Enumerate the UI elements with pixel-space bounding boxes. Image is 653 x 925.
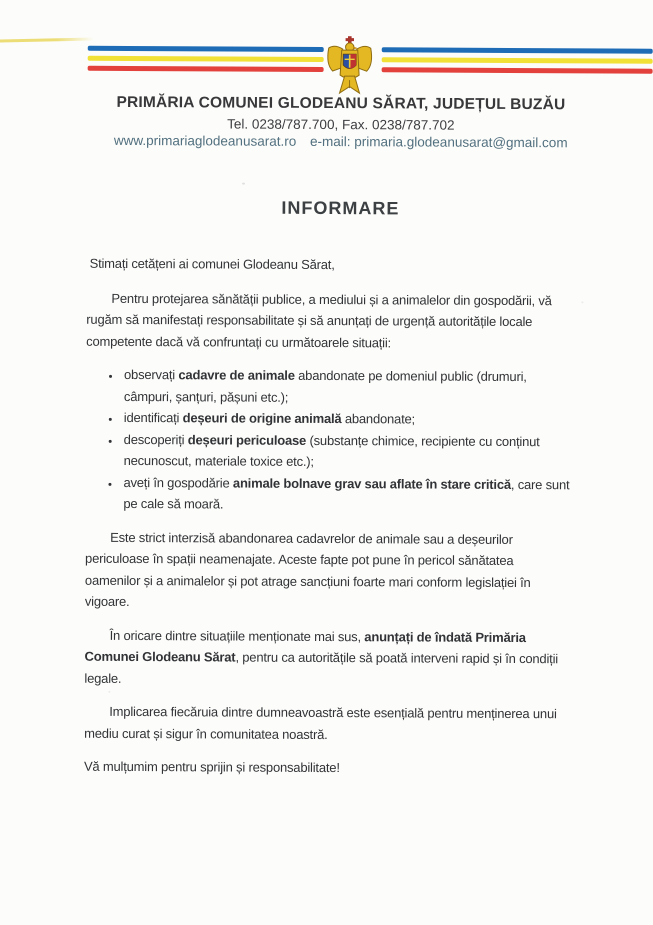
list-item: • observați cadavre de animale abandonate pe domeniul public (drumuri, câmpuri, șanțuri, pășuni etc.); <box>121 364 570 409</box>
romania-coat-of-arms-icon <box>324 36 374 96</box>
list-item: • aveți în gospodărie animale bolnave grav sau aflate în stare critică, care sunt pe cale să moară. <box>120 471 569 516</box>
list-item: • descoperiți deșeuri periculoase (substanțe chimice, recipiente cu conținut necunoscut, materiale toxice etc.); <box>121 428 570 473</box>
flag-stripe-yellow-left <box>88 56 324 62</box>
paragraph-notify: În oricare dintre situațiile menționate mai sus, anunțați de îndată Primăria Comunei Glodeanu Sărat, pentru ca autoritățile să poată interveni rapid și în condiții legale. <box>84 627 559 686</box>
document-title: INFORMARE <box>281 197 400 219</box>
letterhead <box>0 0 653 151</box>
flag-stripe-blue-right <box>382 47 653 53</box>
paragraph-involvement: Implicarea fiecăruia dintre dumneavoastră este esențială pentru menținerea unui mediu curat și sigur în comunitatea noastră. <box>84 703 557 742</box>
paragraph-prohibition: Este strict interzisă abandonarea cadavrelor de animale sau a deșeurilor periculoase în spații neamenajate. Aceste fapte pot pune în pericol sănătatea oamenilor și a animalelor și pot atrage sancțiuni foarte mari conform legislației în vigoare. <box>84 529 531 609</box>
email-label-text: e-mail: <box>309 133 351 150</box>
scan-artifact-streak <box>0 38 94 43</box>
list-item: • identificați deșeuri de origine animală abandonate; <box>121 407 570 431</box>
situations-list <box>85 364 570 517</box>
closing-line: Vă mulțumim pentru sprijin și responsabilitate! <box>83 758 340 776</box>
email-text: primaria.glodeanusarat@gmail.com <box>354 134 568 151</box>
intro-paragraph: Pentru protejarea sănătății publice, a mediului și a animalelor din gospodării, vă rugăm să manifestați responsabilitate și să anunțați de urgență autoritățile locale competente dacă vă confruntați cu următoarele situații: <box>86 290 552 350</box>
salutation: Stimați cetățeni ai comunei Glodeanu Sărat, <box>89 255 335 273</box>
flag-stripe-blue-left <box>88 46 324 52</box>
organization-name: PRIMĂRIA COMUNEI GLODEANU SĂRAT, JUDEȚUL BUZĂU <box>116 93 566 114</box>
scan-speck <box>581 301 583 303</box>
flag-stripe-yellow-right <box>382 57 653 63</box>
scan-speck <box>242 183 245 185</box>
document-body <box>84 253 571 792</box>
flag-stripes <box>0 0 653 2</box>
web-email-line <box>29 132 652 150</box>
phone-fax-line: Tel. 0238/787.700, Fax. 0238/787.702 <box>227 116 455 133</box>
flag-stripe-red-right <box>382 67 653 73</box>
website-text: www.primariaglodeanusarat.ro <box>113 132 297 149</box>
flag-stripe-red-left <box>88 66 324 72</box>
